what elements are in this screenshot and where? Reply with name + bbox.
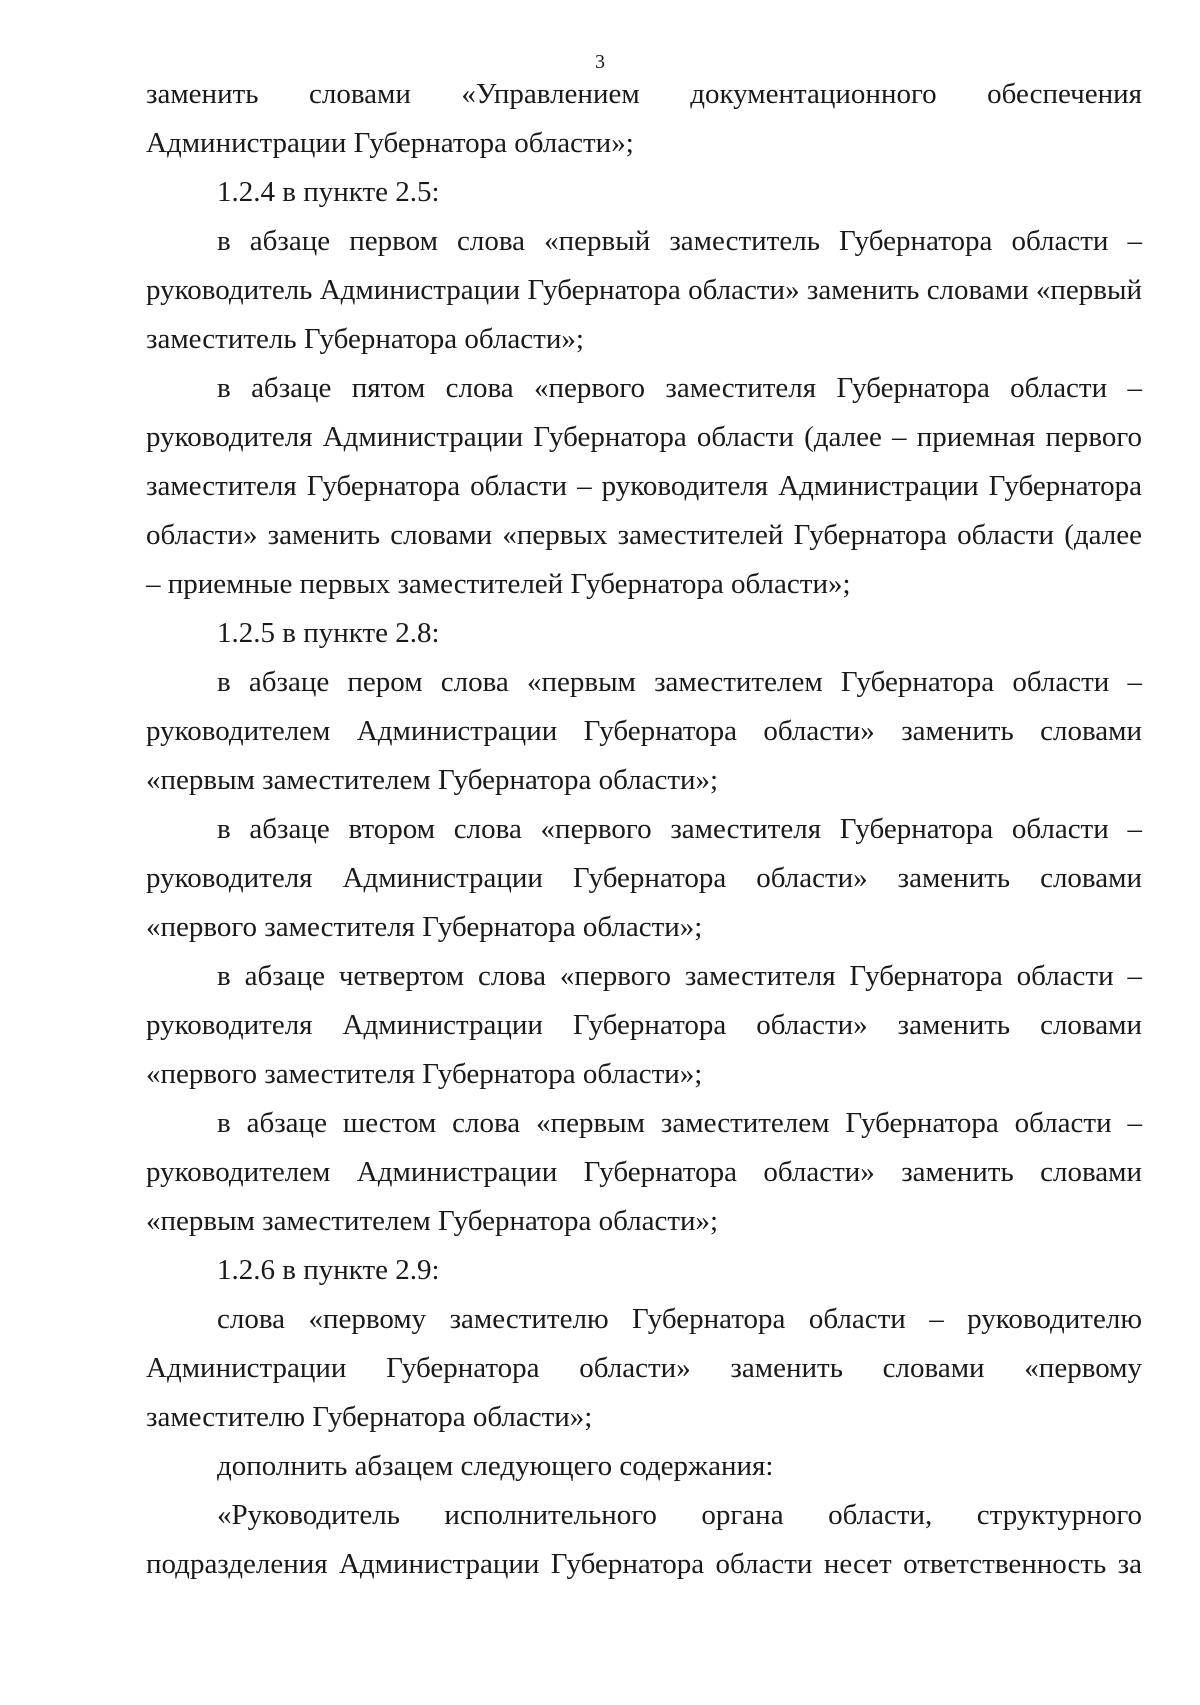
paragraph-continuation: заменить словами «Управлением документационного обеспечения Администрации Губернатора области»; [146,78,1142,159]
paragraph-per-abzac: в абзаце пером слова «первым заместителем Губернатора области – руководителем Администрации Губернатора области» заменить словами «первым заместителем Губернатора области»; [146,666,1142,796]
paragraph-item-1-2-5: 1.2.5 в пункте 2.8: [217,617,440,649]
paragraph-sixth-abzac: в абзаце шестом слова «первым заместителем Губернатора области – руководителем Администрации Губернатора области» заменить словами «первым заместителем Губернатора области»; [146,1107,1142,1237]
paragraph-fifth-abzac: в абзаце пятом слова «первого заместителя Губернатора области – руководителя Администрации Губернатора области (далее – приемная первого заместителя Губернатора области – руководителя Администрации Губернатора области» заменить словами «первых заместителей Губернатора области (далее – приемные первых заместителей Губернатора области»; [146,372,1142,600]
paragraph-fourth-abzac: в абзаце четвертом слова «первого заместителя Губернатора области – руководителя Администрации Губернатора области» заменить словами «первого заместителя Губернатора области»; [146,960,1142,1090]
paragraph-second-abzac: в абзаце втором слова «первого заместителя Губернатора области – руководителя Администрации Губернатора области» заменить словами «первого заместителя Губернатора области»; [146,813,1142,943]
paragraph-quote-start: «Руководитель исполнительного органа области, структурного подразделения Администрации Губернатора области несет ответственность за [146,1499,1142,1580]
paragraph-item-1-2-6: 1.2.6 в пункте 2.9: [217,1254,440,1286]
page-number: 3 [595,51,605,73]
paragraph-item-1-2-4: 1.2.4 в пункте 2.5: [217,176,440,208]
paragraph-words-replace: слова «первому заместителю Губернатора области – руководителю Администрации Губернатора области» заменить словами «первому заместителю Губернатора области»; [146,1303,1142,1433]
paragraph-first-abzac: в абзаце первом слова «первый заместитель Губернатора области – руководитель Администрации Губернатора области» заменить словами «первый заместитель Губернатора области»; [146,225,1142,355]
paragraph-add-abzac: дополнить абзацем следующего содержания: [217,1450,774,1482]
document-body [146,70,1142,1589]
